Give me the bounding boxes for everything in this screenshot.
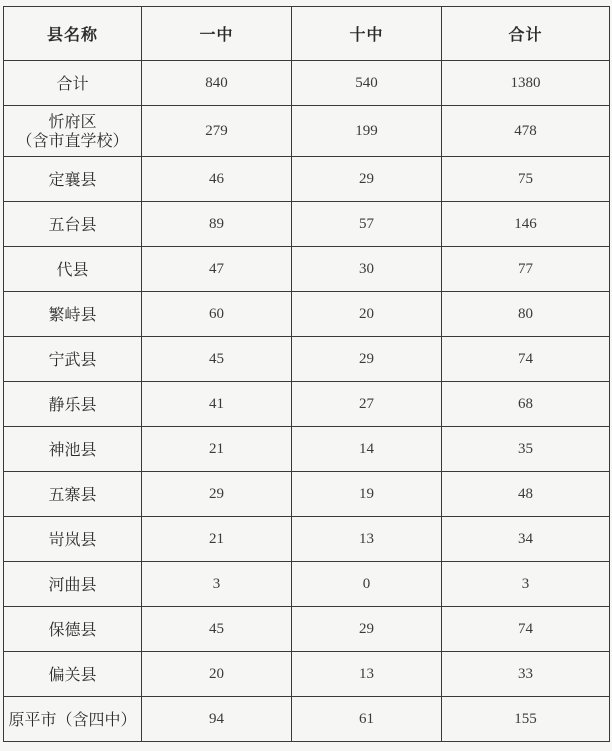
table-row	[4, 517, 610, 562]
yizhong-count-cell: 840	[142, 61, 292, 106]
yizhong-count-cell: 279	[142, 106, 292, 157]
header-school-shizhong: 十中	[292, 7, 442, 61]
shizhong-count-cell: 61	[292, 697, 442, 742]
total-count-cell: 77	[442, 247, 610, 292]
shizhong-count-cell: 29	[292, 157, 442, 202]
county-name-cell	[4, 382, 142, 427]
table-row	[4, 472, 610, 517]
county-name-cell	[4, 61, 142, 106]
total-count-cell: 33	[442, 652, 610, 697]
total-count-cell: 146	[442, 202, 610, 247]
enrollment-quota-table	[3, 6, 610, 742]
shizhong-count-cell: 0	[292, 562, 442, 607]
table-row	[4, 61, 610, 106]
yizhong-count-cell: 21	[142, 517, 292, 562]
yizhong-count-cell: 89	[142, 202, 292, 247]
county-name-cell	[4, 427, 142, 472]
county-name: 忻府区	[48, 112, 97, 131]
total-count-cell: 68	[442, 382, 610, 427]
yizhong-count-cell: 45	[142, 607, 292, 652]
total-count-cell: 75	[442, 157, 610, 202]
shizhong-count-cell: 13	[292, 652, 442, 697]
county-name: 繁峙县	[48, 304, 97, 324]
table-row	[4, 697, 610, 742]
table-row	[4, 562, 610, 607]
county-name: 神池县	[48, 439, 97, 459]
table-row	[4, 427, 610, 472]
shizhong-count-cell: 19	[292, 472, 442, 517]
county-name: 代县	[56, 259, 89, 279]
yizhong-count-cell: 45	[142, 337, 292, 382]
yizhong-count-cell: 29	[142, 472, 292, 517]
table-header-row	[4, 7, 610, 61]
county-name-cell	[4, 106, 142, 157]
county-name-cell	[4, 517, 142, 562]
county-name: 河曲县	[48, 574, 97, 594]
county-name: 保德县	[48, 619, 97, 639]
table-row	[4, 652, 610, 697]
yizhong-count-cell: 41	[142, 382, 292, 427]
shizhong-count-cell: 540	[292, 61, 442, 106]
shizhong-count-cell: 57	[292, 202, 442, 247]
county-name: 五寨县	[48, 484, 97, 504]
county-name-cell	[4, 697, 142, 742]
county-name-cell	[4, 247, 142, 292]
county-name: 定襄县	[48, 169, 97, 189]
header-total: 合计	[442, 7, 610, 61]
table-body	[4, 61, 610, 742]
county-name: 宁武县	[48, 349, 97, 369]
county-name: 五台县	[48, 214, 97, 234]
table-row	[4, 106, 610, 157]
total-count-cell: 74	[442, 337, 610, 382]
shizhong-count-cell: 30	[292, 247, 442, 292]
county-name-cell	[4, 337, 142, 382]
table-row	[4, 247, 610, 292]
table-row	[4, 607, 610, 652]
shizhong-count-cell: 20	[292, 292, 442, 337]
total-count-cell: 35	[442, 427, 610, 472]
county-name-note: （含市直学校）	[16, 131, 129, 150]
county-name: 岢岚县	[48, 529, 97, 549]
table-row	[4, 382, 610, 427]
total-count-cell: 3	[442, 562, 610, 607]
total-count-cell: 74	[442, 607, 610, 652]
yizhong-count-cell: 94	[142, 697, 292, 742]
table-row	[4, 202, 610, 247]
county-name-cell	[4, 607, 142, 652]
county-name-cell	[4, 292, 142, 337]
shizhong-count-cell: 14	[292, 427, 442, 472]
county-name-cell	[4, 157, 142, 202]
table-row	[4, 157, 610, 202]
yizhong-count-cell: 21	[142, 427, 292, 472]
total-count-cell: 80	[442, 292, 610, 337]
total-count-cell: 1380	[442, 61, 610, 106]
shizhong-count-cell: 29	[292, 337, 442, 382]
total-count-cell: 478	[442, 106, 610, 157]
shizhong-count-cell: 29	[292, 607, 442, 652]
yizhong-count-cell: 47	[142, 247, 292, 292]
shizhong-count-cell: 199	[292, 106, 442, 157]
shizhong-count-cell: 13	[292, 517, 442, 562]
table-row	[4, 337, 610, 382]
total-count-cell: 155	[442, 697, 610, 742]
yizhong-count-cell: 60	[142, 292, 292, 337]
county-name-cell	[4, 472, 142, 517]
total-count-cell: 34	[442, 517, 610, 562]
table-row	[4, 292, 610, 337]
county-name: 原平市（含四中）	[8, 709, 137, 729]
total-count-cell: 48	[442, 472, 610, 517]
yizhong-count-cell: 3	[142, 562, 292, 607]
shizhong-count-cell: 27	[292, 382, 442, 427]
county-name-cell	[4, 652, 142, 697]
county-name: 合计	[56, 73, 89, 93]
county-name-cell	[4, 202, 142, 247]
county-name: 偏关县	[48, 664, 97, 684]
county-name: 静乐县	[48, 394, 97, 414]
yizhong-count-cell: 46	[142, 157, 292, 202]
county-name-cell	[4, 562, 142, 607]
header-school-yizhong: 一中	[142, 7, 292, 61]
yizhong-count-cell: 20	[142, 652, 292, 697]
header-county-name: 县名称	[4, 7, 142, 61]
